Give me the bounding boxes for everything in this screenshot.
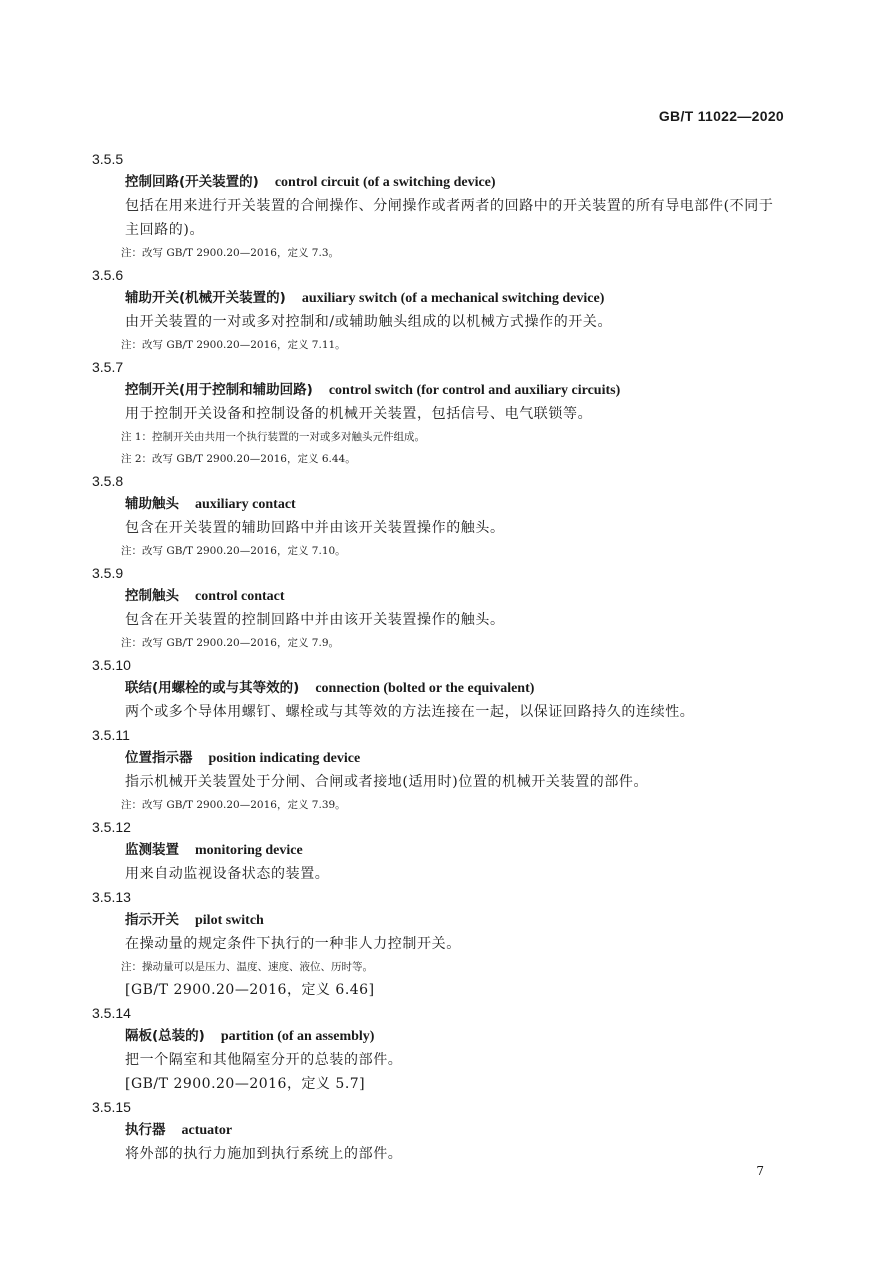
term-definition: 由开关装置的一对或多对控制和/或辅助触头组成的以机械方式操作的开关。 [125,314,613,330]
term-entry [92,470,782,562]
term-en: connection (bolted or the equivalent) [315,681,535,696]
term-zh: 位置指示器 [125,750,193,766]
document-code: GB/T 11022—2020 [658,108,784,124]
term-en: partition (of an assembly) [220,1029,375,1044]
term-zh: 指示开关 [125,912,179,928]
term-entries [92,148,782,1166]
term-entry [92,1002,782,1096]
term-note: 注：改写 GB/T 2900.20—2016，定义 7.10。 [121,545,346,557]
clause-number: 3.5.7 [92,359,124,375]
term-heading [92,908,782,932]
term-definition: 包括在用来进行开关装置的合闸操作、分闸操作或者两者的回路中的开关装置的所有导电部件(不同于主回路的)。 [125,198,774,238]
term-note: 注：改写 GB/T 2900.20—2016，定义 7.11。 [121,339,346,351]
term-entry [92,148,782,264]
term-heading [92,378,782,402]
term-heading [92,170,782,194]
term-heading [92,1118,782,1142]
term-note: 注 2：改写 GB/T 2900.20—2016，定义 6.44。 [121,453,356,465]
term-definition: 将外部的执行力施加到执行系统上的部件。 [125,1146,403,1162]
term-en: actuator [181,1123,233,1138]
term-definition: 两个或多个导体用螺钉、螺栓或与其等效的方法连接在一起，以保证回路持久的连续性。 [125,704,695,720]
clause-number: 3.5.15 [92,1099,131,1115]
clause-number: 3.5.8 [92,473,124,489]
term-entry [92,886,782,1002]
term-zh: 监测装置 [125,842,179,858]
term-definition: 包含在开关装置的辅助回路中并由该开关装置操作的触头。 [125,520,505,536]
term-heading [92,838,782,862]
clause-number: 3.5.14 [92,1005,131,1021]
term-zh: 辅助开关(机械开关装置的) [125,290,286,306]
term-heading [92,746,782,770]
clause-number: 3.5.11 [92,727,130,743]
term-en: pilot switch [195,913,264,928]
term-en: control contact [195,589,285,604]
term-note: 注：操动量可以是压力、温度、速度、液位、历时等。 [121,961,373,973]
term-heading [92,584,782,608]
term-zh: 联结(用螺栓的或与其等效的) [125,680,300,696]
term-note: 注：改写 GB/T 2900.20—2016，定义 7.39。 [121,799,346,811]
term-zh: 隔板(总装的) [125,1028,205,1044]
term-definition: 用来自动监视设备状态的装置。 [125,866,330,882]
term-definition: 把一个隔室和其他隔室分开的总装的部件。 [125,1052,403,1068]
term-entry [92,1096,782,1166]
clause-number: 3.5.10 [92,657,131,673]
clause-number: 3.5.6 [92,267,124,283]
clause-number: 3.5.13 [92,889,131,905]
term-definition: 包含在开关装置的控制回路中并由该开关装置操作的触头。 [125,612,505,628]
term-en: control circuit (of a switching device) [274,175,496,190]
clause-number: 3.5.5 [92,151,124,167]
page-number: 7 [756,1164,764,1178]
term-entry [92,356,782,470]
term-entry [92,654,782,724]
term-en: monitoring device [195,843,303,858]
term-heading [92,286,782,310]
term-zh: 辅助触头 [125,496,179,512]
term-entry [92,816,782,886]
term-en: auxiliary contact [195,497,296,512]
term-heading [92,492,782,516]
term-en: auxiliary switch (of a mechanical switching device) [301,291,605,306]
term-note: 注：改写 GB/T 2900.20—2016，定义 7.9。 [121,637,339,649]
term-en: control switch (for control and auxiliary circuits) [328,383,621,398]
term-note: 注：改写 GB/T 2900.20—2016，定义 7.3。 [121,247,339,259]
term-definition: 指示机械开关装置处于分闸、合闸或者接地(适用时)位置的机械开关装置的部件。 [125,774,649,790]
term-heading [92,676,782,700]
term-zh: 控制回路(开关装置的) [125,174,259,190]
term-zh: 控制开关(用于控制和辅助回路) [125,382,313,398]
term-entry [92,724,782,816]
term-heading [92,1024,782,1048]
clause-number: 3.5.9 [92,565,124,581]
term-entry [92,562,782,654]
term-source: [GB/T 2900.20—2016，定义 5.7] [125,1076,366,1092]
term-note: 注 1：控制开关由共用一个执行装置的一对或多对触头元件组成。 [121,431,426,443]
term-zh: 控制触头 [125,588,179,604]
term-source: [GB/T 2900.20—2016，定义 6.46] [125,982,375,998]
term-en: position indicating device [208,751,361,766]
term-zh: 执行器 [125,1122,166,1138]
term-definition: 用于控制开关设备和控制设备的机械开关装置，包括信号、电气联锁等。 [125,406,593,422]
clause-number: 3.5.12 [92,819,131,835]
term-entry [92,264,782,356]
term-definition: 在操动量的规定条件下执行的一种非人力控制开关。 [125,936,461,952]
